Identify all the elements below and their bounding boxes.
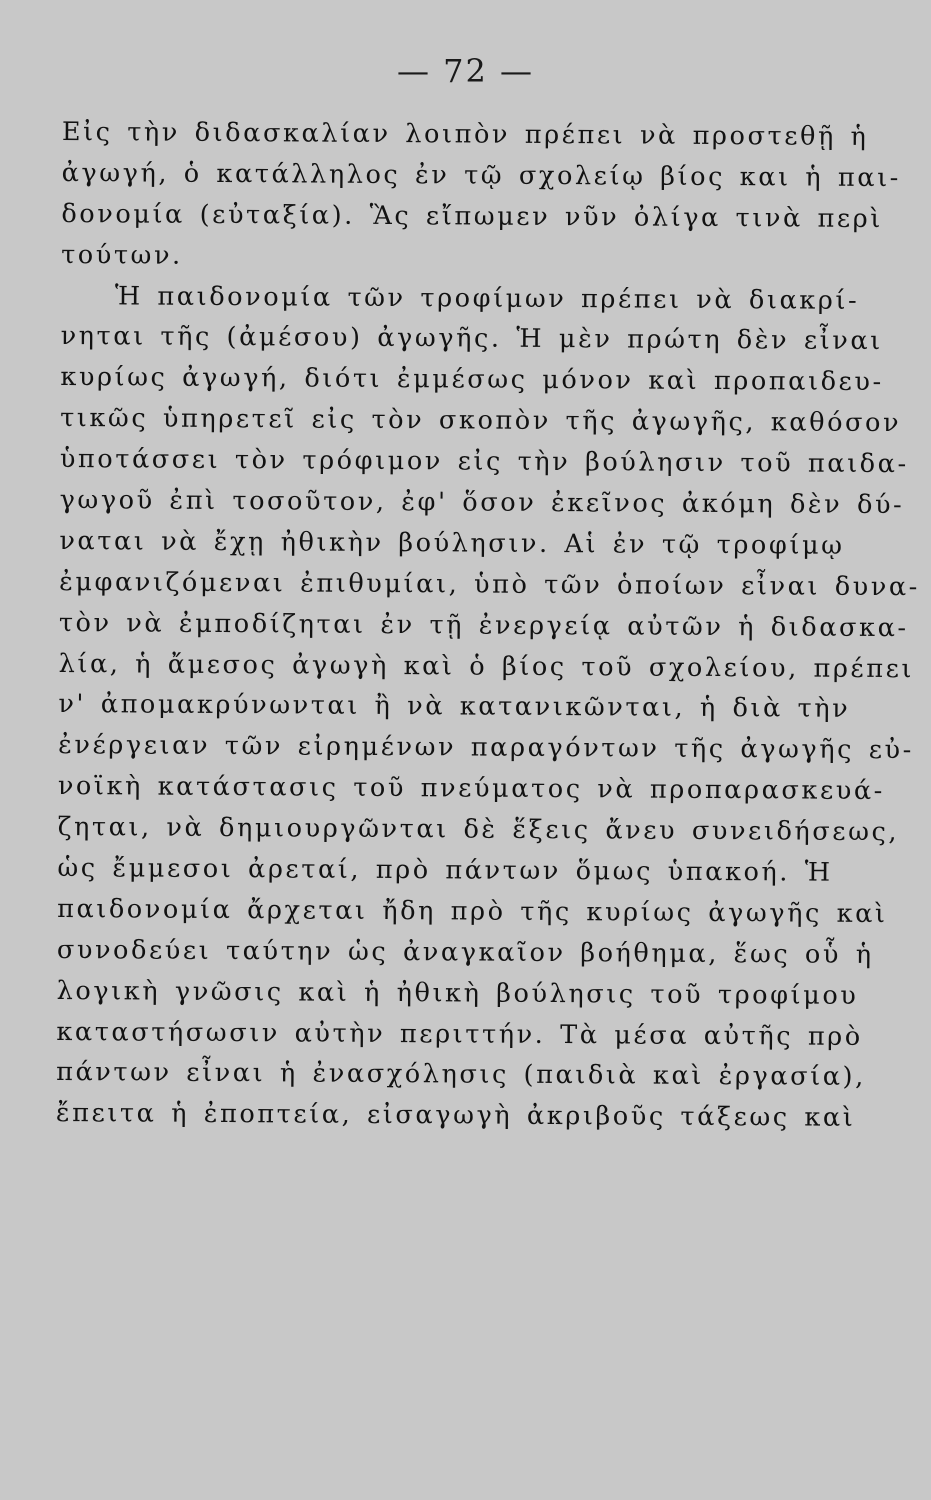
text-line: λογικὴ γνῶσις καὶ ἡ ἠθικὴ βούλησις τοῦ τροφίμου [56,975,859,1011]
text-line: Ἡ παιδονομία τῶν τροφίμων πρέπει νὰ διακρί- [114,280,860,316]
text-line: ἔπειτα ἡ ἐποπτεία, εἰσαγωγὴ ἀκριβοῦς τάξεως καὶ [55,1098,856,1134]
text-line: ὡς ἔμμεσοι ἀρεταί, πρὸ πάντων ὅμως ὑπακοή. Ἡ [57,853,833,888]
text-line: ἀγωγή, ὁ κατάλληλος ἐν τῷ σχολείῳ βίος και ἡ παι- [61,157,902,194]
text-line: συνοδεύει ταύτην ὡς ἀναγκαῖον βοήθημα, ἕως οὗ ἡ [56,934,874,970]
body-text [55,112,921,1139]
text-line: τὸν νὰ ἐμποδίζηται ἐν τῇ ἐνεργείᾳ αὐτῶν ἡ διδασκα- [58,607,909,643]
text-line: δονομία (εὐταξία). Ἃς εἴπωμεν νῦν ὀλίγα τινὰ περὶ [61,198,884,234]
text-line: ἐμφανιζόμεναι ἐπιθυμίαι, ὑπὸ τῶν ὁποίων εἶναι δυνα- [59,566,921,603]
text-line: ὑποτάσσει τὸν τρόφιμον εἰς τὴν βούλησιν τοῦ παιδα- [59,444,909,480]
text-line: κυρίως ἀγωγή, διότι ἐμμέσως μόνον καὶ προπαιδευ- [60,362,884,398]
text-line: καταστήσωσιν αὐτὴν περιττήν. Τὰ μέσα αὐτῆς πρὸ [56,1016,863,1052]
text-line: λία, ἡ ἄμεσος ἀγωγὴ καὶ ὁ βίος τοῦ σχολείου, πρέπει [58,648,915,684]
text-line: γωγοῦ ἐπὶ τοσοῦτον, ἐφ' ὅσον ἐκεῖνος ἀκόμη δὲν δύ- [59,485,905,521]
text-line: ἐνέργειαν τῶν εἰρημένων παραγόντων τῆς ἀγωγῆς εὐ- [58,730,915,766]
text-line: νηται τῆς (ἀμέσου) ἀγωγῆς. Ἡ μὲν πρώτη δὲν εἶναι [60,321,883,357]
text-line: παιδονομία ἄρχεται ἤδη πρὸ τῆς κυρίως ἀγωγῆς καὶ [57,893,888,929]
text-line: ζηται, νὰ δημιουργῶνται δὲ ἕξεις ἄνευ συνειδήσεως, [57,812,900,848]
text-line: τικῶς ὑπηρετεῖ εἰς τὸν σκοπὸν τῆς ἀγωγῆς, καθόσον [60,403,902,439]
text-line: Εἰς τὴν διδασκαλίαν λοιπὸν πρέπει νὰ προστεθῇ ἡ [61,116,869,152]
text-line: πάντων εἶναι ἡ ἐνασχόλησις (παιδιὰ καὶ ἐργασία), [56,1057,866,1093]
text-line: νοϊκὴ κατάστασις τοῦ πνεύματος νὰ προπαρασκευά- [57,771,886,807]
text-line: ν' ἀπομακρύνωνται ἢ νὰ κατανικῶνται, ἡ διὰ τὴν [58,689,851,725]
text-line: τούτων. [61,239,183,271]
text-line: ναται νὰ ἔχῃ ἠθικὴν βούλησιν. Αἱ ἐν τῷ τροφίμῳ [59,525,845,561]
page-number: — 72 — [396,52,535,90]
